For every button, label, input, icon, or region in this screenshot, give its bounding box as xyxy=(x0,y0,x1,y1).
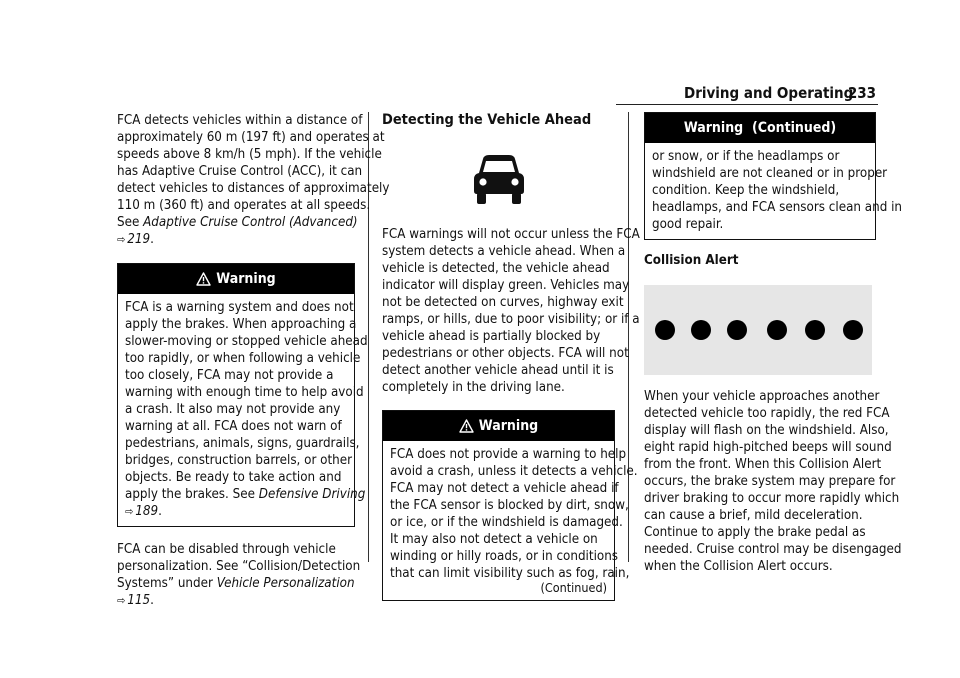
text-line: FCA may not detect a vehicle ahead if xyxy=(390,481,619,496)
text-line: warning with enough time to help avoid xyxy=(125,385,364,400)
text-line: the FCA sensor is blocked by dirt, snow, xyxy=(390,498,629,513)
text-line: too rapidly, or when following a vehicle xyxy=(125,351,361,366)
text-line: FCA does not provide a warning to help xyxy=(390,447,627,462)
detecting-paragraph xyxy=(382,226,640,396)
column-3 xyxy=(644,112,902,575)
text-line: ⇨ 115. xyxy=(117,593,154,608)
column-divider xyxy=(368,112,369,562)
warning-body xyxy=(645,143,902,239)
text-fragment: Systems” under xyxy=(117,576,217,591)
text-line: can cause a brief, mild deceleration. xyxy=(644,508,863,523)
see-prefix: See xyxy=(117,215,144,230)
text-line: objects. Be ready to take action and xyxy=(125,470,342,485)
warning-body xyxy=(118,294,368,526)
text-line: personalization. See “Collision/Detection xyxy=(117,559,361,574)
text-line: system detects a vehicle ahead. When a xyxy=(382,244,626,259)
warning-box-continued xyxy=(644,112,902,240)
continued-label: (Continued) xyxy=(540,580,607,595)
text-line: detect another vehicle ahead until it is xyxy=(382,363,614,378)
text-line xyxy=(117,214,358,231)
text-line: FCA warnings will not occur unless the FCA xyxy=(382,227,640,242)
text-line: condition. Keep the windshield, xyxy=(652,183,840,198)
text-line: windshield are not cleaned or in proper xyxy=(652,166,888,181)
text-line: FCA detects vehicles within a distance of xyxy=(117,113,363,128)
collision-alert-heading: Collision Alert xyxy=(644,253,739,268)
text-line xyxy=(117,575,355,592)
text-line: FCA can be disabled through vehicle xyxy=(117,542,336,557)
text-line: too closely, FCA may not provide a xyxy=(125,368,334,383)
warning-header xyxy=(383,411,614,441)
warning-header: Warning (Continued) xyxy=(645,113,875,143)
text-line: eight rapid high-pitched beeps will sound xyxy=(644,440,892,455)
collision-alert-dots-graphic xyxy=(644,285,872,375)
warning-triangle-icon xyxy=(459,419,474,433)
text-line: vehicle ahead is partially blocked by xyxy=(382,329,601,344)
text-line xyxy=(125,486,366,503)
text-line: ⇨ 189. xyxy=(125,504,162,519)
text-line: headlamps, and FCA sensors clean and in xyxy=(652,200,902,215)
text-line: FCA is a warning system and does not xyxy=(125,300,354,315)
warning-box xyxy=(117,263,368,527)
text-line: pedestrians, animals, signs, guardrails, xyxy=(125,436,360,451)
column-1 xyxy=(117,112,390,609)
text-line: avoid a crash, unless it detects a vehicle. xyxy=(390,464,638,479)
warning-header xyxy=(118,264,354,294)
text-line: detected vehicle too rapidly, the red FCA xyxy=(644,406,890,421)
text-line: driver braking to occur more rapidly which xyxy=(644,491,900,506)
page-reference-arrow-icon: ⇨ xyxy=(117,233,126,246)
text-line: vehicle is detected, the vehicle ahead xyxy=(382,261,610,276)
vehicle-ahead-icon xyxy=(469,153,529,207)
text-line: indicator will display green. Vehicles may xyxy=(382,278,630,293)
text-line: Continue to apply the brake pedal as xyxy=(644,525,866,540)
text-line: not be detected on curves, highway exit xyxy=(382,295,624,310)
text-line: pedestrians or other objects. FCA will not xyxy=(382,346,629,361)
header-rule xyxy=(616,104,878,105)
text-line: completely in the driving lane. xyxy=(382,380,565,395)
section-title: Detecting the Vehicle Ahead xyxy=(382,112,592,128)
text-line: bridges, construction barrels, or other xyxy=(125,453,353,468)
warning-triangle-icon xyxy=(196,272,211,286)
page-reference-link[interactable]: 219 xyxy=(127,232,151,247)
text-line: speeds above 8 km/h (5 mph). If the vehicle xyxy=(117,147,382,162)
page-reference-link[interactable]: 115 xyxy=(127,593,151,608)
text-line: ⇨ 219. xyxy=(117,232,154,247)
text-line: occurs, the brake system may prepare for xyxy=(644,474,896,489)
column-divider xyxy=(628,112,629,562)
collision-alert-paragraph xyxy=(644,388,902,575)
text-line: when the Collision Alert occurs. xyxy=(644,559,833,574)
intro-paragraph xyxy=(117,112,390,248)
text-line: It may also not detect a vehicle on xyxy=(390,532,598,547)
text-line: 110 m (360 ft) and operates at all speeds. xyxy=(117,198,371,213)
text-line: good repair. xyxy=(652,217,724,232)
text-line: slower-moving or stopped vehicle ahead xyxy=(125,334,368,349)
disable-paragraph xyxy=(117,541,361,609)
column-2 xyxy=(382,112,640,601)
collision-alert-dots-icon xyxy=(644,285,872,375)
warning-title: Warning xyxy=(216,271,276,287)
cross-reference-link[interactable]: Vehicle Personalization xyxy=(216,576,355,591)
page-reference-arrow-icon: ⇨ xyxy=(125,505,134,518)
page-reference-link[interactable]: 189 xyxy=(135,504,159,519)
cross-reference-link[interactable]: Adaptive Cruise Control (Advanced) xyxy=(143,215,358,230)
text-line: needed. Cruise control may be disengaged xyxy=(644,542,902,557)
text-line: winding or hilly roads, or in conditions xyxy=(390,549,619,564)
text-line: display will flash on the windshield. Also, xyxy=(644,423,889,438)
text-line: or snow, or if the headlamps or xyxy=(652,149,840,164)
text-line: apply the brakes. When approaching a xyxy=(125,317,357,332)
page-number: 233 xyxy=(847,84,876,102)
warning-box xyxy=(382,410,638,601)
text-fragment: apply the brakes. See xyxy=(125,487,259,502)
text-line: that can limit visibility such as fog, rain, xyxy=(390,566,630,581)
page-header-title: Driving and Operating xyxy=(684,84,854,102)
text-line: approximately 60 m (197 ft) and operates at xyxy=(117,130,385,145)
text-line: detect vehicles to distances of approximately xyxy=(117,181,390,196)
text-line: warning at all. FCA does not warn of xyxy=(125,419,342,434)
text-line: ramps, or hills, due to poor visibility; or if a xyxy=(382,312,640,327)
text-line: from the front. When this Collision Alert xyxy=(644,457,882,472)
warning-body xyxy=(383,441,638,600)
cross-reference-link[interactable]: Defensive Driving xyxy=(258,487,366,502)
text-line: has Adaptive Cruise Control (ACC), it can xyxy=(117,164,363,179)
text-line: a crash. It also may not provide any xyxy=(125,402,341,417)
text-line: When your vehicle approaches another xyxy=(644,389,880,404)
warning-title: Warning xyxy=(478,418,539,434)
page-reference-arrow-icon: ⇨ xyxy=(117,594,126,607)
text-line: or ice, or if the windshield is damaged. xyxy=(390,515,623,530)
